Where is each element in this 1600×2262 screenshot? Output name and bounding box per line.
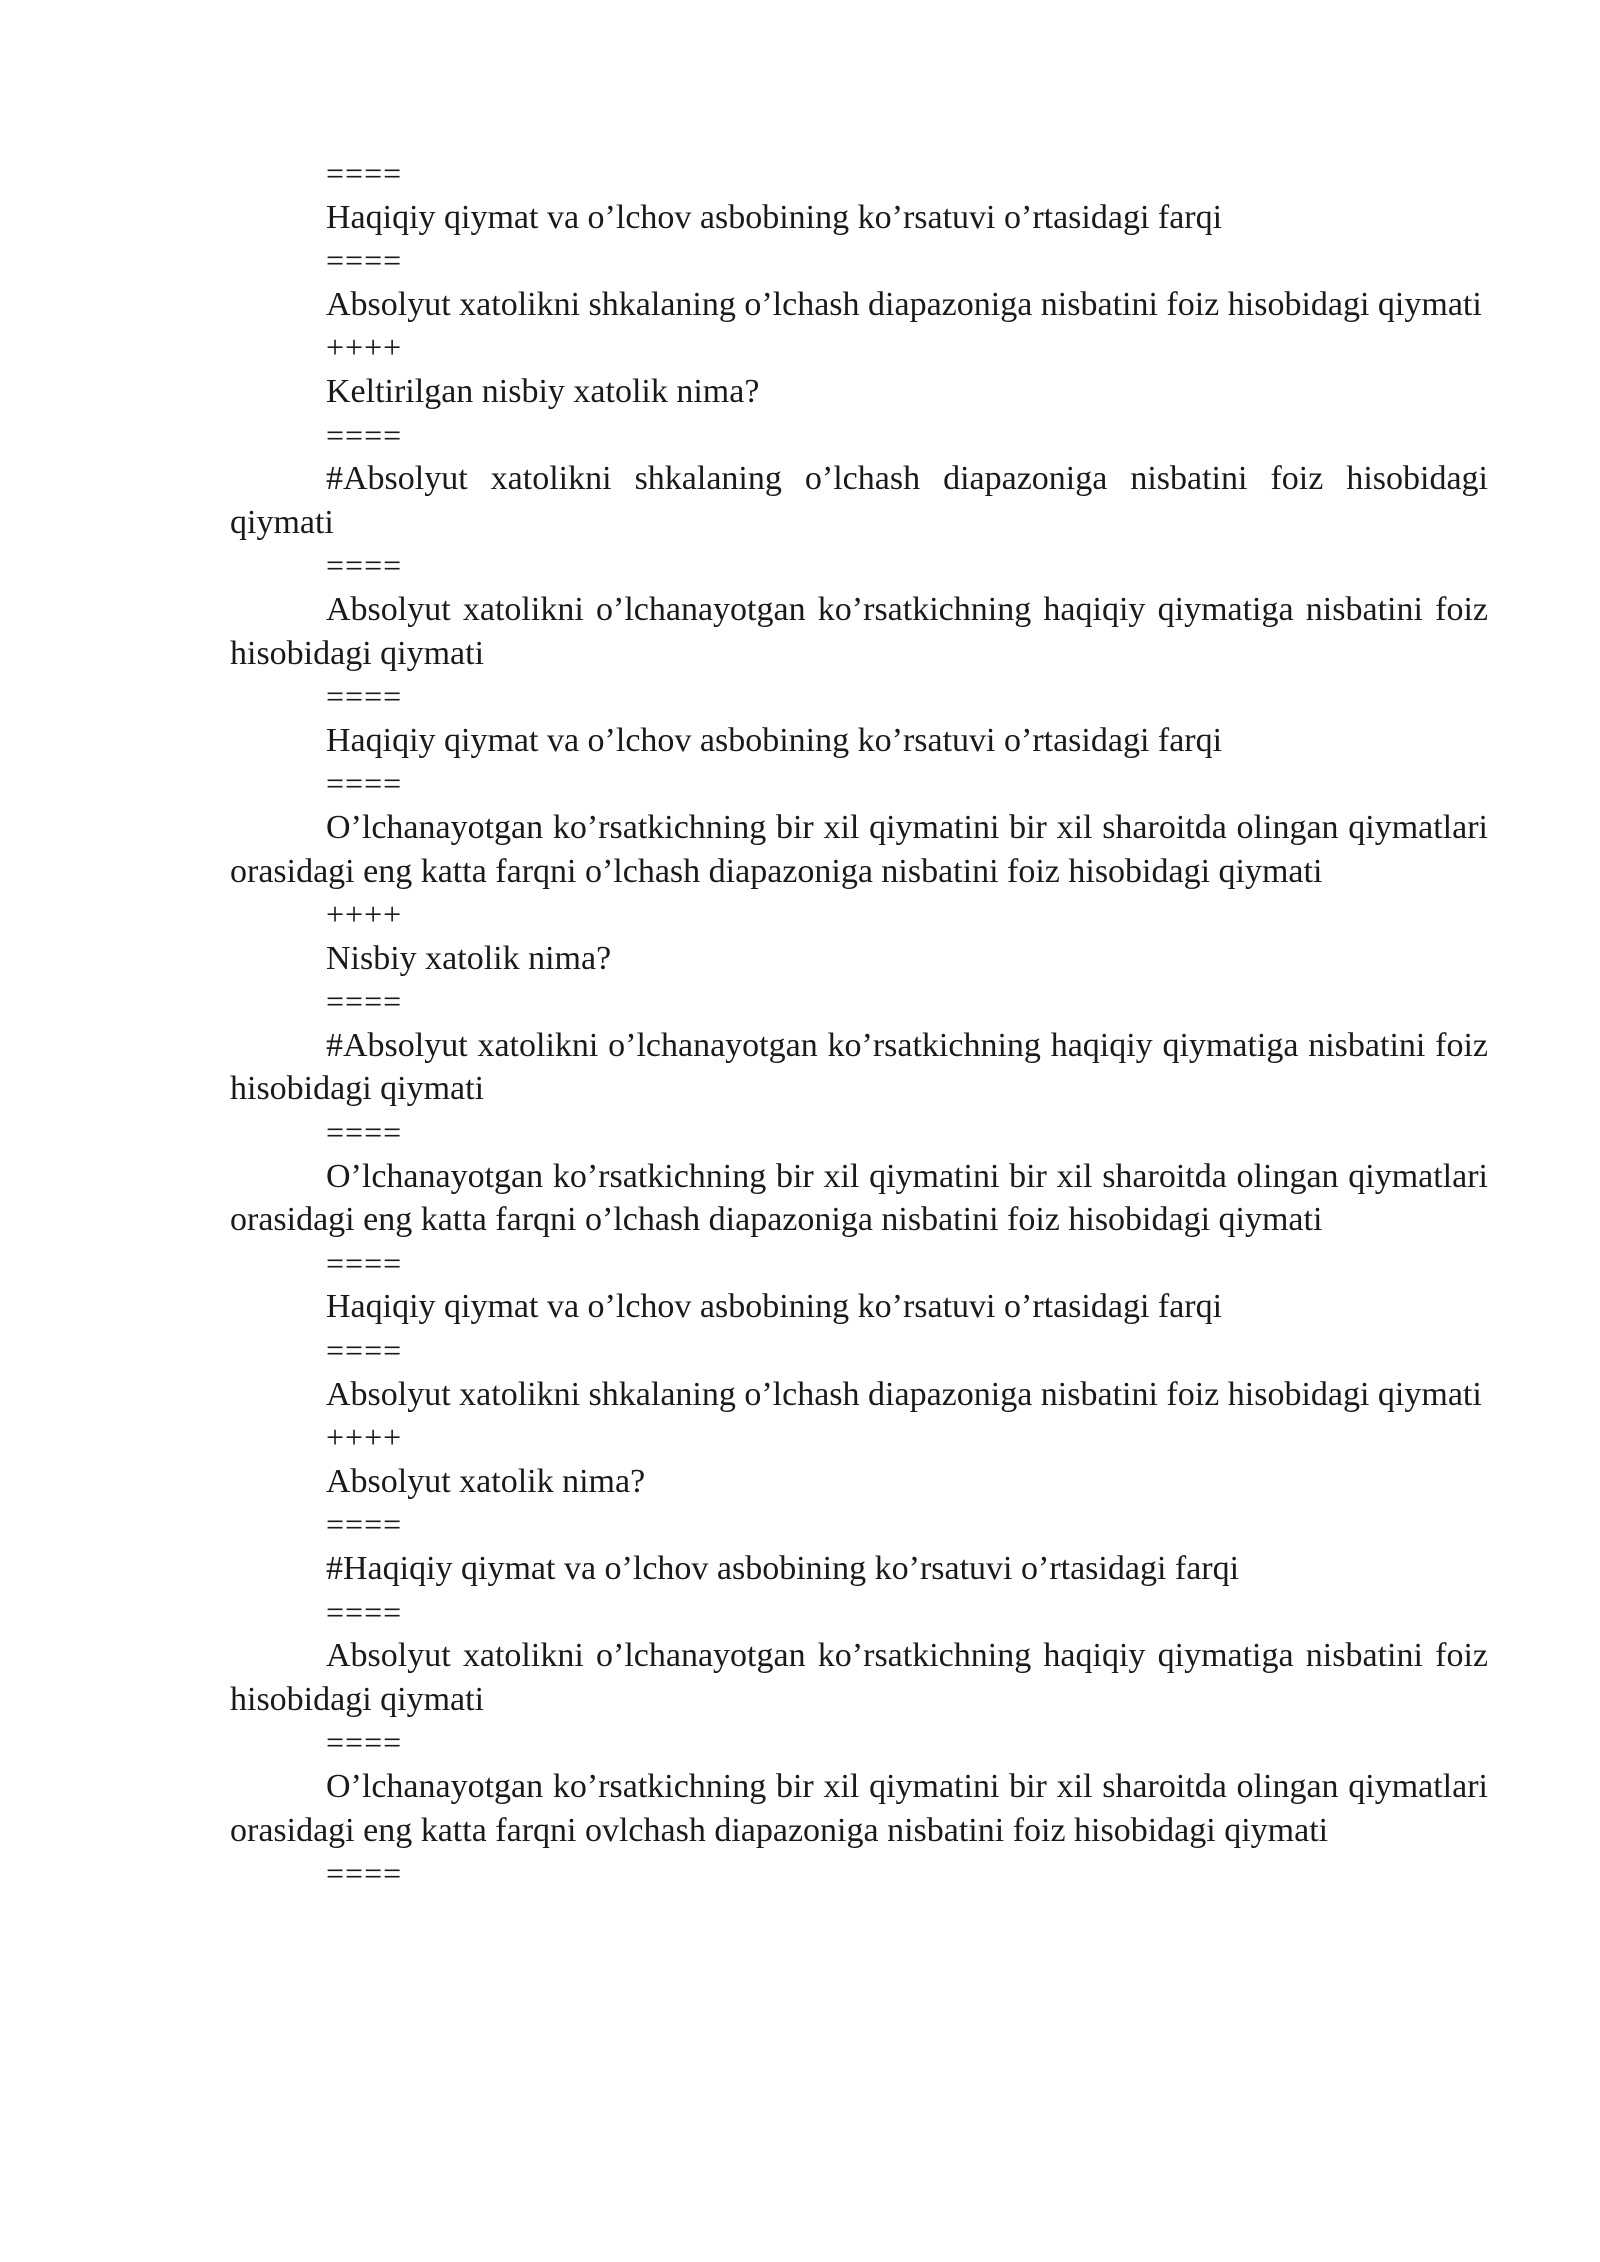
separator-equals: ==== (326, 1506, 403, 1543)
separator-plus: ++++ (326, 329, 403, 366)
answer-option: O’lchanayotgan ko’rsatkichning bir xil qiymatini bir xil sharoitda olingan qiymatlari orasidagi eng katta farqni ovlchash diapazoniga nisbatini foiz hisobidagi qiymati (230, 1767, 1488, 1849)
answer-option: Absolyut xatolikni shkalaning o’lchash diapazoniga nisbatini foiz hisobidagi qiymati (326, 285, 1482, 323)
separator-equals: ==== (326, 416, 403, 453)
answer-option: Absolyut xatolikni o’lchanayotgan ko’rsatkichning haqiqiy qiymatiga nisbatini foiz hisobidagi qiymati (230, 1637, 1488, 1718)
separator-equals: ==== (326, 1855, 403, 1892)
answer-option: O’lchanayotgan ko’rsatkichning bir xil qiymatini bir xil sharoitda olingan qiymatlari orasidagi eng katta farqni o’lchash diapazoniga nisbatini foiz hisobidagi qiymati (230, 1157, 1488, 1239)
separator-plus: ++++ (326, 1419, 403, 1456)
question-text: Keltirilgan nisbiy xatolik nima? (326, 372, 760, 410)
answer-option: Haqiqiy qiymat va o’lchov asbobining ko’rsatuvi o’rtasidagi farqi (326, 1288, 1223, 1326)
separator-plus: ++++ (326, 896, 403, 933)
separator-equals: ==== (326, 1593, 403, 1630)
separator-equals: ==== (326, 983, 403, 1020)
correct-answer: #Absolyut xatolikni o’lchanayotgan ko’rsatkichning haqiqiy qiymatiga nisbatini foiz hisobidagi qiymati (230, 1026, 1488, 1108)
separator-equals: ==== (326, 678, 403, 715)
separator-equals: ==== (326, 1244, 403, 1281)
question-text: Absolyut xatolik nima? (326, 1462, 646, 1500)
document-body (230, 152, 1488, 1896)
question-text: Nisbiy xatolik nima? (326, 939, 612, 977)
correct-answer: #Absolyut xatolikni shkalaning o’lchash diapazoniga nisbatini foiz hisobidagi qiymati (230, 460, 1488, 541)
separator-equals: ==== (326, 155, 403, 191)
separator-equals: ==== (326, 1332, 403, 1369)
answer-option: O’lchanayotgan ko’rsatkichning bir xil qiymatini bir xil sharoitda olingan qiymatlari orasidagi eng katta farqni o’lchash diapazoniga nisbatini foiz hisobidagi qiymati (230, 808, 1488, 890)
answer-option: Absolyut xatolikni shkalaning o’lchash diapazoniga nisbatini foiz hisobidagi qiymati (326, 1375, 1482, 1413)
separator-equals: ==== (326, 765, 403, 802)
separator-equals: ==== (326, 1114, 403, 1151)
answer-option: Absolyut xatolikni o’lchanayotgan ko’rsatkichning haqiqiy qiymatiga nisbatini foiz hisobidagi qiymati (230, 590, 1488, 672)
separator-equals: ==== (326, 547, 403, 584)
separator-equals: ==== (326, 242, 403, 279)
separator-equals: ==== (326, 1724, 403, 1761)
correct-answer: #Haqiqiy qiymat va o’lchov asbobining ko’rsatuvi o’rtasidagi farqi (326, 1550, 1240, 1587)
answer-option: Haqiqiy qiymat va o’lchov asbobining ko’rsatuvi o’rtasidagi farqi (326, 198, 1223, 236)
answer-option: Haqiqiy qiymat va o’lchov asbobining ko’rsatuvi o’rtasidagi farqi (326, 721, 1223, 759)
